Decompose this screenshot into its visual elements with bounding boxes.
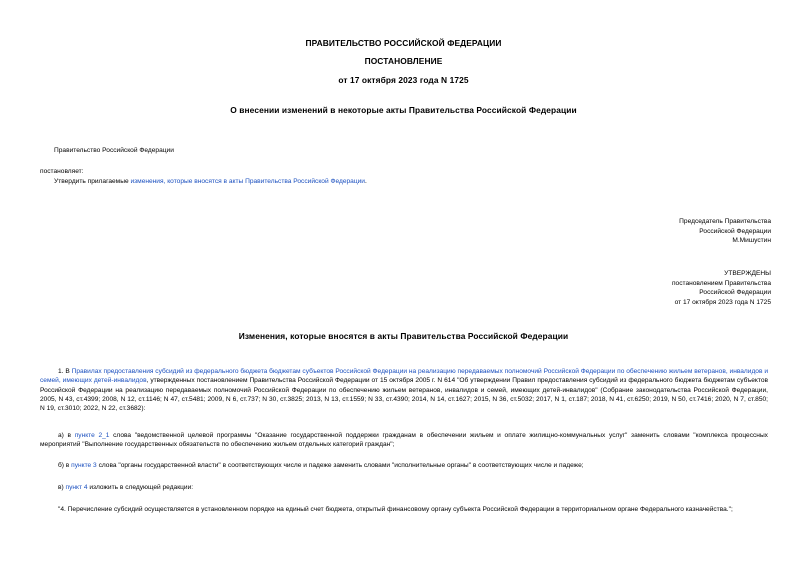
approval-by: постановлением Правительства [671,279,771,287]
sub-a-link[interactable]: пункте 2_1 [74,432,110,439]
signature-block [679,217,771,246]
quoted-paragraph: "4. Перечисление субсидий осуществляется в установленном порядке на единый счет бюджета, открытый финансовому органу субъекта Российской Федерации в территориальном органе Федерального казначейства."; [58,506,733,513]
sub-c-paragraph [40,483,768,492]
signature-country: Российской Федерации [699,227,771,235]
sub-b-text: слова "органы государственной власти" в соответствующих числе и падеже заменить словами "исполнительные органы" в соответствующих числе и падеже; [96,462,584,469]
signature-name: М.Мишустин [732,237,771,245]
item-1-number: 1. В [58,368,72,375]
approval-stamp: УТВЕРЖДЕНЫ [724,270,771,277]
approval-country: Российской Федерации [699,289,771,297]
sub-b-prefix: б) в [58,462,72,469]
sub-a-prefix: а) в [58,432,75,439]
preamble-government: Правительство Российской Федерации [54,147,174,154]
signature-position: Председатель Правительства [679,218,771,225]
sub-a-paragraph [40,431,768,450]
document-title: О внесении изменений в некоторые акты Правительства Российской Федерации [230,105,577,115]
approve-link[interactable]: изменения, которые вносятся в акты Правительства Российской Федерации [130,178,365,185]
item-1-text: , утвержденных постановлением Правительства Российской Федерации от 15 октября 2005 г. N 614 "Об утверждении Правил предоставления субсидий из федерального бюджета бюджетам субъектов Российской Федерации на реализацию передаваемых полномочий Российской Федерации по обеспечению жильем ветеранов, инвалидов и семей, имеющих детей-инвалидов" (Собрание законодательства Российской Федерации, 2005, N 43, ст.4399; 2008, N 12, ст.1146; N 47, ст.5481; 2009, N 6, ст.737; N 30, ст.3825; 2013, N 13, ст.1559; N 33, ст.4390; 2014, N 14, ст.1627; 2015, N 36, ст.5032; 2017, N 1, ст.187; 2018, N 41, ст.6250; 2019, N 50, ст.7416; 2020, N 7, ст.850; N 19, ст.3010; 2022, N 22, ст.3682): [40,377,768,413]
sub-a-text: слова "ведомственной целевой программы "Оказание государственной поддержки гражданам в обеспечении жильем и оплате жилищно-коммунальных услуг" заменить словами "комплекса процессных мероприятий "Выполнение государственных обязательств по обеспечению жильем отдельных категорий граждан"; [40,432,768,449]
sub-b-link[interactable]: пункте 3 [71,462,97,469]
sub-c-link[interactable]: пункт 4 [65,484,88,491]
preamble-resolves: постановляет: [40,168,84,175]
date-number-heading: от 17 октября 2023 года N 1725 [338,75,469,85]
sub-c-prefix: в) [58,484,66,491]
approve-suffix: . [364,178,367,185]
approval-block [672,269,771,307]
approval-date: от 17 октября 2023 года N 1725 [674,298,771,306]
doc-type-heading: ПОСТАНОВЛЕНИЕ [364,56,443,66]
government-heading: ПРАВИТЕЛЬСТВО РОССИЙСКОЙ ФЕДЕРАЦИИ [305,38,502,48]
approve-paragraph [54,177,367,186]
sub-c-text: изложить в следующей редакции: [87,484,194,491]
sub-b-paragraph [40,461,768,470]
item-1-paragraph [40,367,768,413]
approve-prefix: Утвердить прилагаемые [54,178,131,185]
item-1-link[interactable]: Правилах предоставления субсидий из федерального бюджета бюджетам субъектов Российской Федерации на реализацию передаваемых полномочий Российской Федерации по обеспечению жильем ветеранов, инвалидов и семей, имеющих детей-инвалидов [40,368,769,385]
changes-title: Изменения, которые вносятся в акты Правительства Российской Федерации [238,331,569,341]
